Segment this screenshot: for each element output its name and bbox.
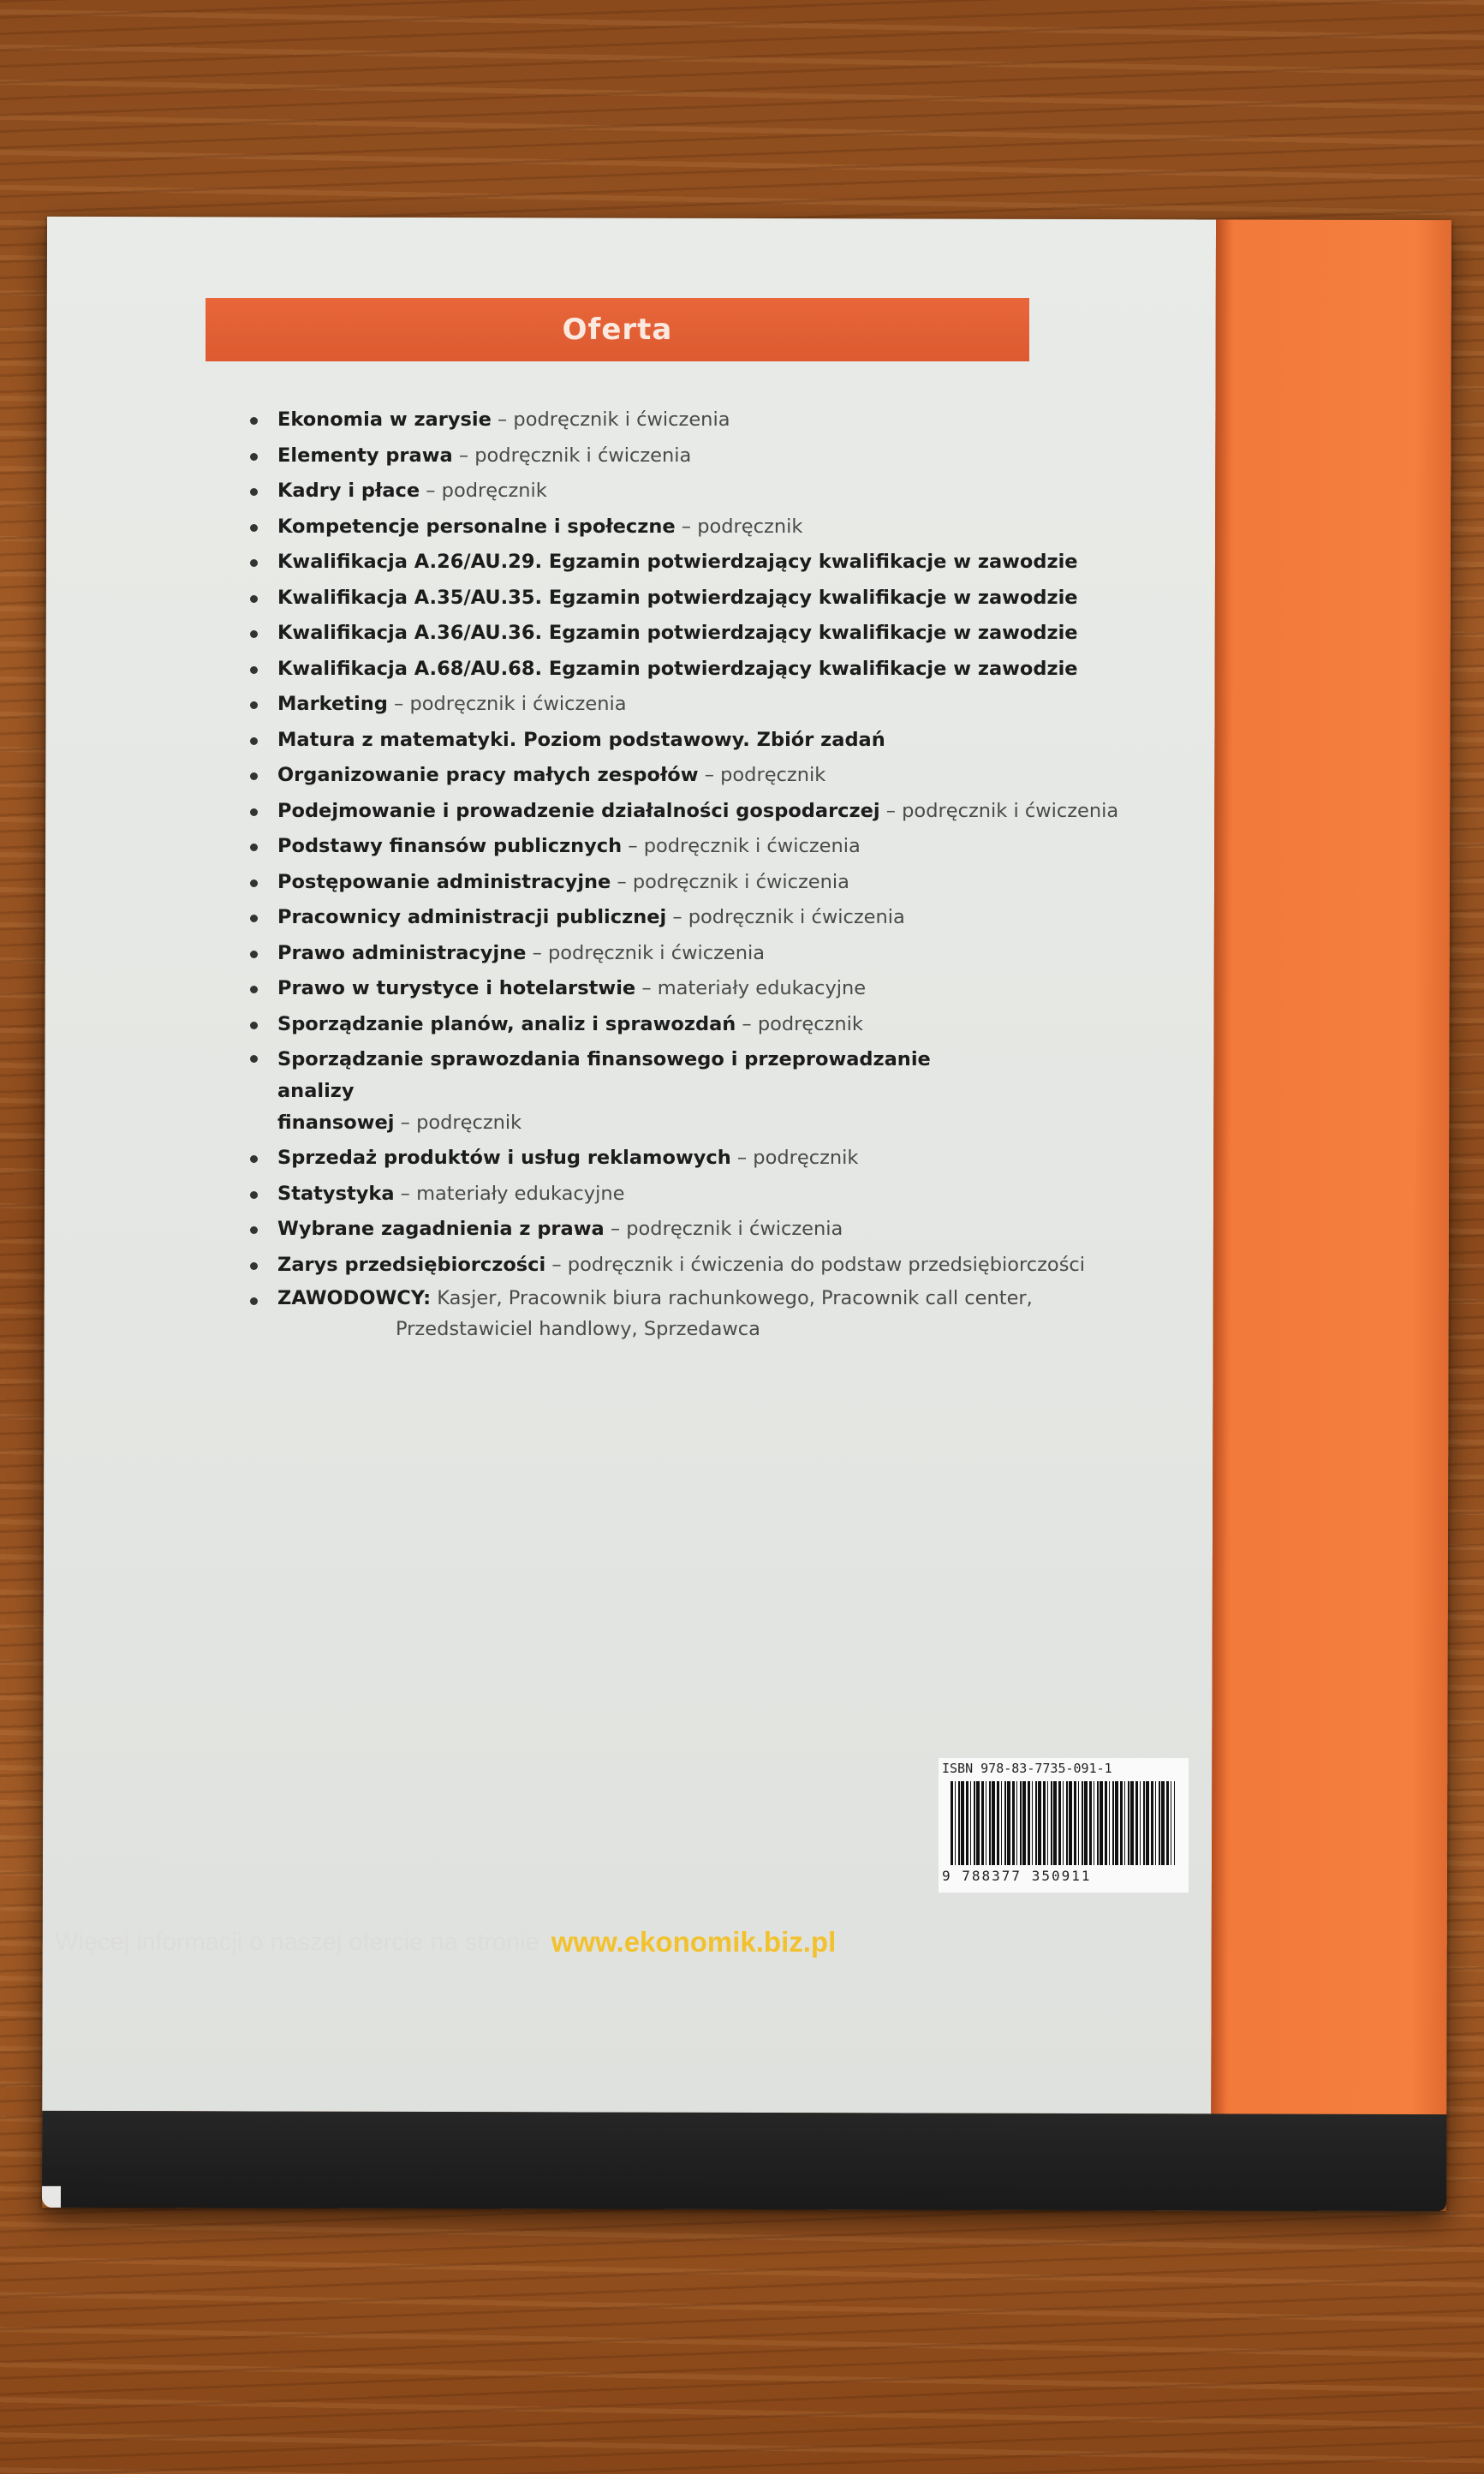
bullet-icon xyxy=(250,879,258,887)
list-item xyxy=(250,510,1132,545)
item-title: Organizowanie pracy małych zespołów xyxy=(277,764,699,786)
footer-info xyxy=(55,1912,836,1972)
item-desc: – podręcznik xyxy=(730,1147,859,1169)
item-desc: – podręcznik i ćwiczenia xyxy=(387,693,627,715)
isbn-text: ISBN 978-83-7735-091-1 xyxy=(942,1761,1112,1776)
item-title: Kwalifikacja A.68/AU.68. Egzamin potwierdzający kwalifikacje w zawodzie xyxy=(277,657,1078,680)
item-title: Kwalifikacja A.35/AU.35. Egzamin potwierdzający kwalifikacje w zawodzie xyxy=(277,586,1078,609)
item-title: Kompetencje personalne i społeczne xyxy=(277,515,676,538)
item-desc: – podręcznik i ćwiczenia xyxy=(452,444,692,467)
barcode-icon xyxy=(951,1781,1175,1865)
list-item xyxy=(250,900,1132,936)
list-item xyxy=(250,616,1132,652)
bullet-icon xyxy=(250,844,258,851)
item-title: Kadry i płace xyxy=(277,480,420,502)
bullet-icon xyxy=(250,417,258,425)
item-title: Sporządzanie sprawozdania finansowego i przeprowadzanie analizy xyxy=(277,1048,931,1102)
offer-list xyxy=(250,402,1132,1344)
item-title-cont: finansowej xyxy=(277,1112,395,1134)
item-title: Podstawy finansów publicznych xyxy=(277,835,623,857)
list-item xyxy=(250,971,1132,1007)
item-desc: – podręcznik i ćwiczenia xyxy=(526,941,766,964)
bullet-icon xyxy=(250,524,258,532)
item-title: Pracownicy administracji publicznej xyxy=(277,906,667,928)
list-item xyxy=(250,474,1132,510)
bullet-icon xyxy=(250,559,258,567)
footer-text: Więcej informacji o naszej ofercie na stronie xyxy=(55,1928,539,1956)
bullet-icon xyxy=(250,1262,258,1270)
item-title: Zarys przedsiębiorczości xyxy=(277,1253,546,1276)
list-item xyxy=(250,936,1132,972)
barcode-digits: 9 788377 350911 xyxy=(942,1868,1092,1884)
item-title: Statystyka xyxy=(277,1182,395,1205)
list-item xyxy=(250,1212,1132,1248)
item-title: Prawo administracyjne xyxy=(277,941,527,964)
bullet-icon xyxy=(250,1226,258,1234)
item-desc: – podręcznik xyxy=(698,764,826,786)
list-item xyxy=(250,865,1132,901)
list-item xyxy=(250,794,1132,830)
footer-bar xyxy=(42,2111,1446,2211)
list-item xyxy=(250,438,1132,474)
worn-corner xyxy=(42,2186,61,2208)
list-item xyxy=(250,723,1132,759)
item-title: Kwalifikacja A.36/AU.36. Egzamin potwierdzający kwalifikacje w zawodzie xyxy=(277,622,1078,644)
item-desc: – podręcznik xyxy=(675,515,803,538)
item-desc: – podręcznik i ćwiczenia xyxy=(611,870,849,893)
bullet-icon xyxy=(250,1297,258,1305)
item-title: Prawo w turystyce i hotelarstwie xyxy=(277,977,636,999)
item-desc: – podręcznik i ćwiczenia xyxy=(491,408,730,431)
list-item xyxy=(250,829,1132,865)
item-title: Marketing xyxy=(277,693,388,715)
list-item xyxy=(250,545,1132,581)
bullet-icon xyxy=(250,808,258,816)
bullet-icon xyxy=(250,701,258,709)
item-desc: – podręcznik xyxy=(420,480,547,502)
bullet-icon xyxy=(250,951,258,958)
bullet-icon xyxy=(250,737,258,745)
item-desc: – materiały edukacyjne xyxy=(635,977,867,999)
item-desc: – podręcznik i ćwiczenia xyxy=(604,1218,843,1240)
bullet-icon xyxy=(250,666,258,674)
list-item xyxy=(250,1141,1132,1177)
item-title: Postępowanie administracyjne xyxy=(277,870,611,893)
bullet-icon xyxy=(250,1022,258,1029)
list-item xyxy=(250,1007,1132,1043)
bullet-icon xyxy=(250,986,258,993)
list-item xyxy=(250,402,1132,438)
item-title: Matura z matematyki. Poziom podstawowy. Zbiór zadań xyxy=(277,728,885,751)
oferta-title: Oferta xyxy=(562,313,673,347)
bullet-icon xyxy=(250,595,258,603)
list-item xyxy=(250,687,1132,723)
item-title: Kwalifikacja A.26/AU.29. Egzamin potwierdzający kwalifikacje w zawodzie xyxy=(277,551,1078,573)
bullet-icon xyxy=(250,488,258,496)
list-item xyxy=(250,758,1132,794)
item-desc: – podręcznik i ćwiczenia xyxy=(622,835,861,857)
list-item xyxy=(250,652,1132,688)
item-title: Podejmowanie i prowadzenie działalności gospodarczej xyxy=(277,799,880,822)
bullet-icon xyxy=(250,1155,258,1163)
zawodowcy-label: ZAWODOWCY: xyxy=(277,1287,432,1309)
list-item-zawodowcy xyxy=(250,1283,1132,1344)
item-title: Ekonomia w zarysie xyxy=(277,408,492,431)
item-continuation xyxy=(277,1107,963,1139)
orange-spine-stripe xyxy=(1211,219,1451,2114)
item-desc: – podręcznik i ćwiczenia xyxy=(666,906,905,928)
oferta-header-bar xyxy=(206,298,1029,361)
item-desc: – podręcznik xyxy=(394,1112,522,1134)
bullet-icon xyxy=(250,453,258,461)
list-item xyxy=(250,1042,963,1141)
item-desc: – materiały edukacyjne xyxy=(394,1182,625,1205)
item-title: Elementy prawa xyxy=(277,444,453,467)
bullet-icon xyxy=(250,915,258,922)
bullet-icon xyxy=(250,1191,258,1199)
bullet-icon xyxy=(250,1055,258,1063)
bullet-icon xyxy=(250,630,258,638)
list-item xyxy=(250,1177,1132,1213)
item-title: Sprzedaż produktów i usług reklamowych xyxy=(277,1147,731,1169)
zawodowcy-line2: Przedstawiciel handlowy, Sprzedawca xyxy=(396,1318,760,1340)
footer-url: www.ekonomik.biz.pl xyxy=(551,1926,837,1958)
zawodowcy-line1: Kasjer, Pracownik biura rachunkowego, Pracownik call center, xyxy=(431,1287,1033,1309)
item-desc: – podręcznik i ćwiczenia do podstaw przedsiębiorczości xyxy=(545,1253,1086,1276)
list-item xyxy=(250,581,1132,617)
item-title: Wybrane zagadnienia z prawa xyxy=(277,1218,605,1240)
item-desc: – podręcznik i ćwiczenia xyxy=(879,799,1119,822)
list-item xyxy=(250,1248,1132,1284)
item-desc: – podręcznik xyxy=(736,1012,863,1035)
bullet-icon xyxy=(250,772,258,780)
item-title: Sporządzanie planów, analiz i sprawozdań xyxy=(277,1012,736,1035)
